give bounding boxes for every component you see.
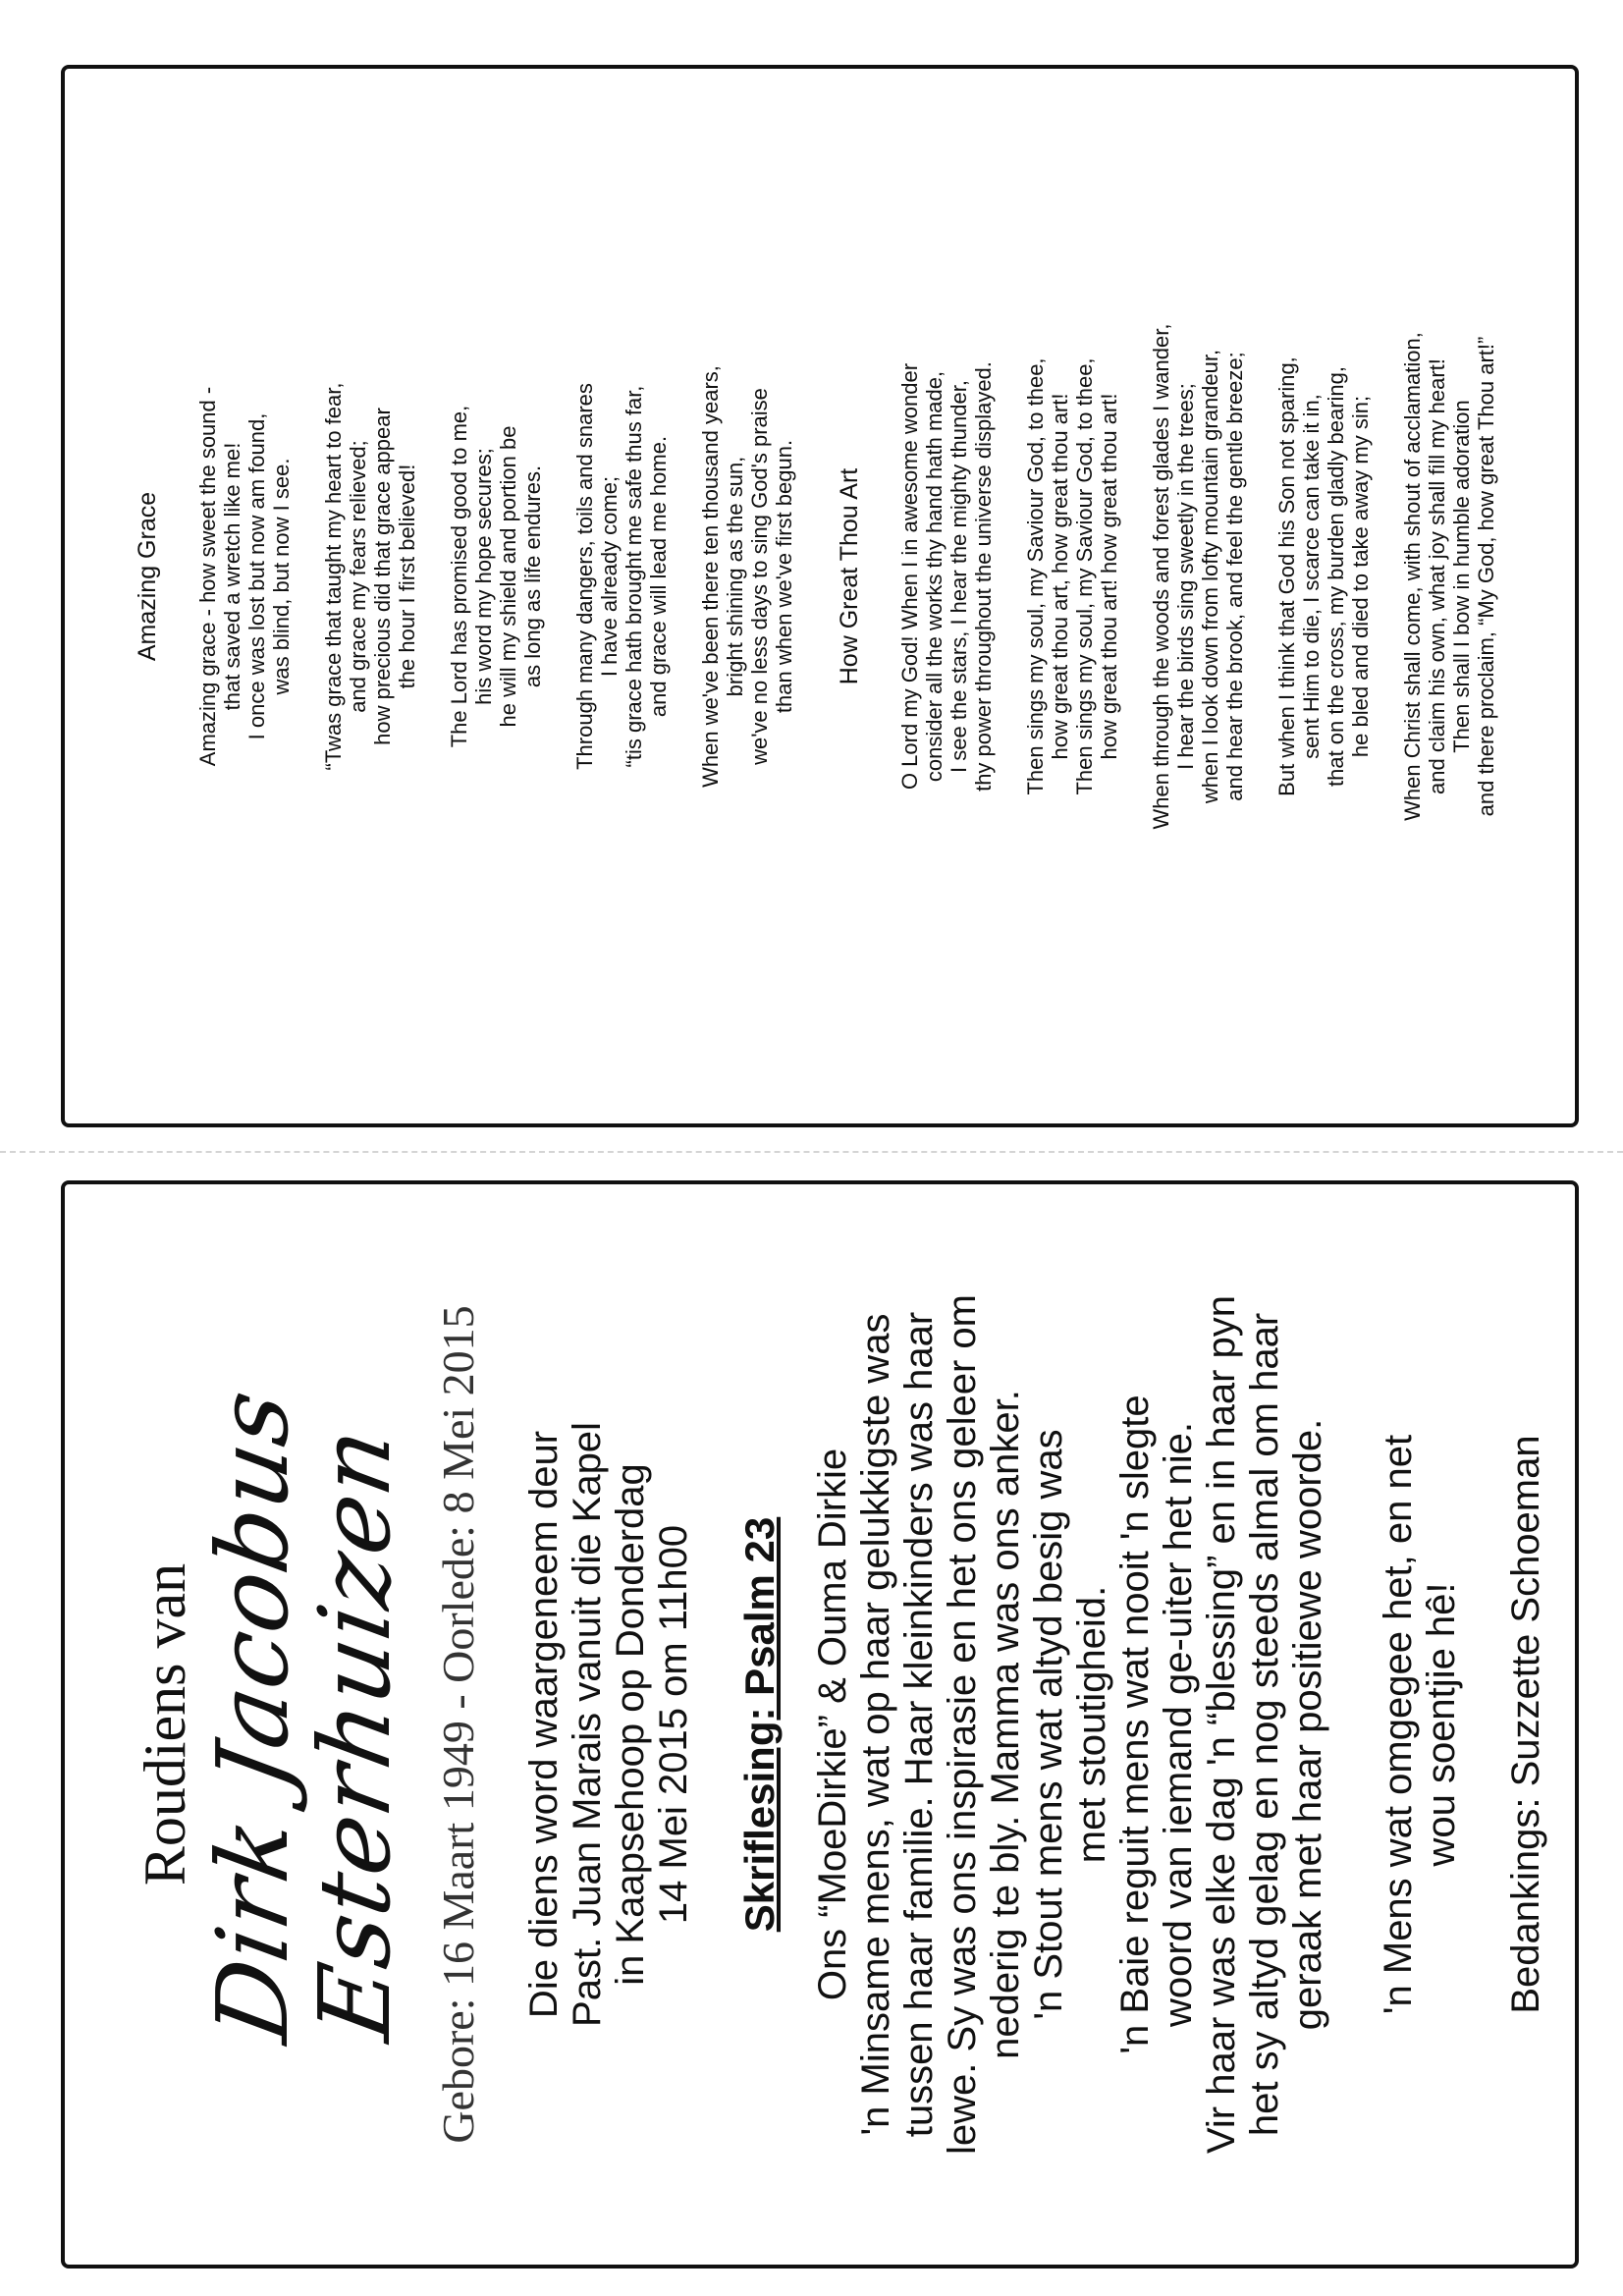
closing-line: 'n Mens wat omgegee het, en net: [1377, 1434, 1420, 2015]
tribute-line: 'n Minsame mens, wat op haar gelukkigste was: [854, 1313, 897, 2136]
verse-line: when I look down from lofty mountain grandeur,: [1198, 349, 1222, 804]
hymn-title: How Great Thou Art: [836, 467, 863, 685]
closing-words: [1377, 1214, 1463, 2235]
verse-line: When Christ shall come, with shout of acclamation,: [1400, 332, 1425, 821]
verse-line: When through the woods and forest glades I wander,: [1149, 323, 1173, 830]
tribute-line: lewe. Sy was ons inspirasie en het ons geleer om: [941, 1294, 984, 2156]
verse-line: was blind, but now I see.: [269, 458, 294, 695]
verse-line: than when we've first begun.: [772, 439, 796, 714]
tribute-line: nederig te bly. Mamma was ons anker.: [984, 1390, 1027, 2059]
verse-line: and grace my fears relieved;: [346, 440, 370, 713]
verse-line: we've no less days to sing God's praise: [747, 388, 772, 765]
tribute-line: geraak met haar positiewe woorde.: [1286, 1418, 1329, 2031]
verse-line: “tis grace hath brought me safe thus far,: [622, 385, 646, 768]
verse-line: as long as life endures.: [520, 465, 545, 688]
hymn-verse: [1149, 88, 1247, 1065]
verse-line: “Twas grace that taught my heart to fear,: [321, 382, 346, 771]
tribute-intro: Ons “MoeDirkie” & Ouma Dirkie: [811, 1448, 854, 2001]
service-details: [522, 1214, 695, 2235]
hymn-verse: [447, 88, 545, 1065]
service-line: Past. Juan Marais vanuit die Kapel: [566, 1422, 609, 2027]
verse-line: Then sings my soul, my Saviour God, to thee,: [1023, 357, 1048, 795]
verse-line: and hear the brook, and feel the gentle breeze;: [1222, 352, 1247, 801]
fold-line: [0, 1151, 1623, 1153]
tribute-line: met stoutigheid.: [1070, 1585, 1113, 1864]
verse-line: I once was lost but now am found,: [244, 412, 269, 740]
verse-line: Then shall I bow in humble adoration: [1449, 400, 1474, 753]
hymn-verse: [1274, 88, 1373, 1065]
scripture-reading: Skriflesing: Psalm 23: [736, 1516, 783, 1933]
verse-line: I have already come;: [597, 475, 622, 678]
verse-line: Amazing grace - how sweet the sound -: [195, 386, 220, 767]
verse-line: and claim his own, what joy shall fill my heart!: [1425, 358, 1449, 794]
tribute-text: [854, 1214, 1329, 2235]
life-dates: Gebore: 16 Maart 1949 - Oorlede: 8 Mei 2015: [433, 1305, 483, 2144]
closing-line: wou soentjie hê!: [1420, 1582, 1463, 1867]
funeral-page: [61, 1180, 1579, 2269]
verse-line: his word my hope secures;: [471, 448, 496, 705]
verse-line: Through many dangers, toils and snares: [572, 383, 597, 770]
program-heading: Roudiens van: [133, 1562, 197, 1886]
hymn-verse: [897, 88, 996, 1065]
service-line: in Kaapsehoop op Donderdag: [609, 1463, 652, 1986]
verse-line: I hear the birds sing sweetly in the trees;: [1173, 383, 1198, 770]
tribute-line: 'n Stout mens wat altyd besig was: [1027, 1429, 1070, 2020]
tribute-line: woord van iemand ge-uiter het nie.: [1157, 1422, 1200, 2027]
verse-line: The Lord has promised good to me,: [447, 405, 471, 748]
verse-line: I see the stars, I hear the mighty thunder,: [947, 380, 971, 773]
tribute-line: tussen haar familie. Haar kleinkinders was haar: [897, 1311, 941, 2138]
funeral-page-content: [65, 1184, 1575, 2265]
verse-line: how precious did that grace appear: [370, 408, 395, 745]
verse-line: Then sings my soul, my Saviour God, to thee,: [1072, 357, 1097, 795]
hymn-verse: [1023, 88, 1121, 1065]
hymn-verse: [195, 88, 294, 1065]
verse-line: how great thou art, how great thou art!: [1048, 393, 1072, 760]
acknowledgements: Bedankings: Suzzette Schoeman: [1504, 1435, 1547, 2014]
verse-line: thy power throughout the universe displayed.: [971, 361, 996, 792]
verse-line: he will my shield and portion be: [496, 425, 520, 728]
hymn-verse: [698, 88, 796, 1065]
hymn-page: [61, 65, 1579, 1127]
hymn-page-content: [65, 69, 1575, 1123]
deceased-name: Dirk Jacobus Esterhuizen: [195, 1381, 412, 2050]
verse-line: bright shining as the sun,: [723, 456, 747, 697]
service-line: Die diens word waargeneem deur: [522, 1430, 566, 2019]
hymn-title: Amazing Grace: [134, 491, 161, 662]
tribute-line: het sy altyd gelag en nog steeds almal om haar: [1243, 1312, 1286, 2137]
hymn-verse: [1400, 88, 1498, 1065]
tribute-line: Vir haar was elke dag 'n “blessing” en in haar pyn: [1200, 1294, 1243, 2155]
verse-line: that saved a wretch like me!: [220, 442, 244, 711]
hymn-verse: [321, 88, 419, 1065]
verse-line: and grace will lead me home.: [646, 435, 671, 718]
verse-line: the hour I first believed!: [395, 464, 419, 689]
verse-line: and there proclaim, “My God, how great Thou art!”: [1474, 336, 1498, 817]
verse-line: But when I think that God his Son not sparing,: [1274, 356, 1299, 796]
hymn-verse: [572, 88, 671, 1065]
verse-line: he bled and died to take away my sin;: [1348, 395, 1373, 758]
verse-line: O Lord my God! When I in awesome wonder: [897, 362, 922, 791]
service-line: 14 Mei 2015 om 11h00: [652, 1524, 695, 1925]
verse-line: sent Him to die, I scarce can take it in,: [1299, 394, 1324, 759]
tribute-line: 'n Baie reguit mens wat nooit 'n slegte: [1113, 1394, 1157, 2054]
verse-line: how great thou art! how great thou art!: [1097, 393, 1121, 760]
verse-line: that on the cross, my burden gladly bearing,: [1324, 365, 1348, 788]
verse-line: consider all the works thy hand hath made,: [922, 370, 947, 783]
verse-line: When we've been there ten thousand years,: [698, 365, 723, 788]
